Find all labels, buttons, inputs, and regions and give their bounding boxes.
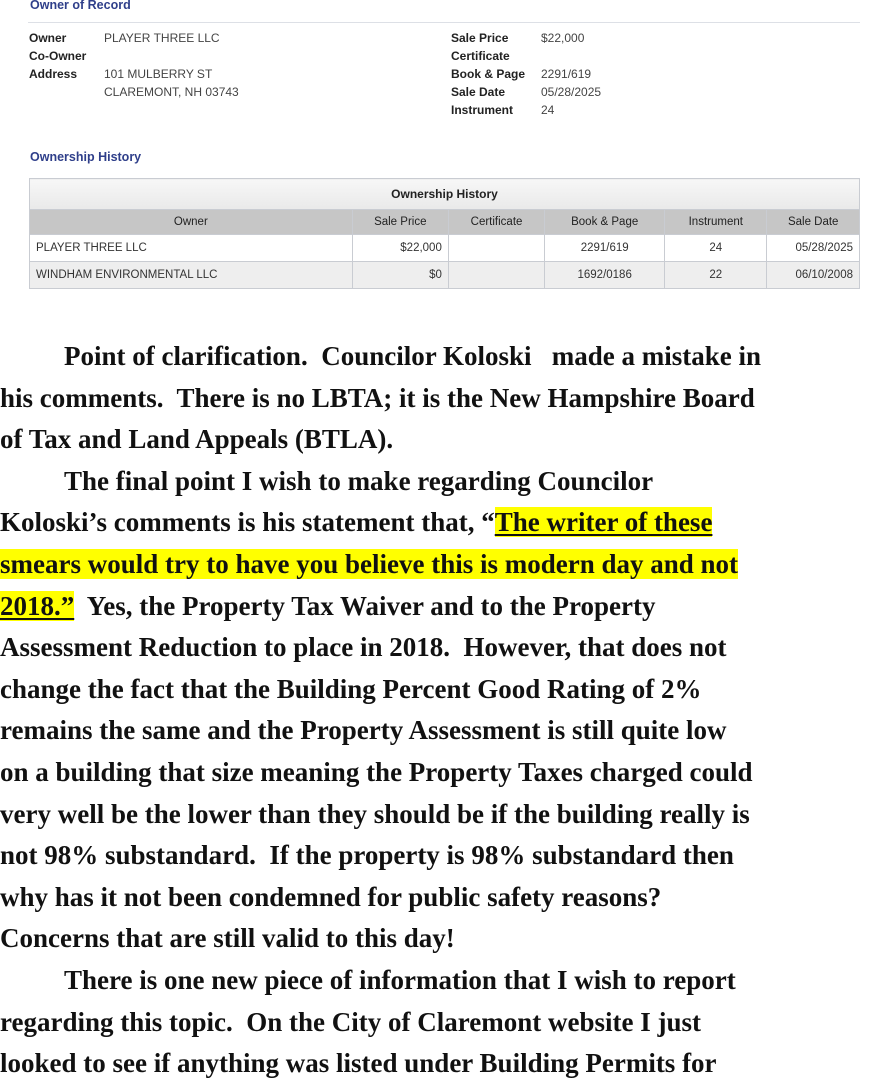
- text-line: on a building that size meaning the Property Taxes charged could: [0, 756, 753, 787]
- text-line: There is one new piece of information that I wish to report: [64, 964, 736, 995]
- sale-price-cell: $0: [352, 262, 448, 289]
- text-fragment: Koloski’s comments is his statement that,: [0, 507, 482, 538]
- table-row: [30, 262, 860, 289]
- sale-date-value: 05/28/2025: [541, 85, 602, 99]
- book-page-value: 2291/619: [541, 67, 592, 81]
- text-line: his comments. There is no LBTA; it is the New Hampshire Board: [0, 382, 755, 413]
- ownership-history-table: [29, 178, 860, 289]
- column-header-owner: Owner: [30, 210, 353, 235]
- highlighted-quote: 2018.”: [0, 590, 75, 621]
- column-header-book-page: Book & Page: [545, 210, 665, 235]
- column-header-sale-price: Sale Price: [352, 210, 448, 235]
- sale-price-value: $22,000: [541, 31, 585, 45]
- text-line: regarding this topic. On the City of Claremont website I just: [0, 1006, 701, 1037]
- owner-label: Owner: [29, 31, 67, 45]
- highlighted-quote: smears would try to have you believe this is modern day and not: [0, 548, 739, 579]
- sale-details: [451, 29, 751, 125]
- instrument-label: Instrument: [451, 103, 514, 117]
- text-line: of Tax and Land Appeals (BTLA).: [0, 424, 394, 455]
- sale-date-cell: 05/28/2025: [767, 235, 860, 262]
- instrument-cell: 22: [665, 262, 767, 289]
- text-line: Assessment Reduction to place in 2018. However, that does not: [0, 632, 727, 663]
- table-title: Ownership History: [30, 179, 860, 210]
- address-line-2: CLAREMONT, NH 03743: [104, 85, 239, 99]
- owner-cell: PLAYER THREE LLC: [30, 235, 353, 262]
- book-page-cell: 2291/619: [545, 235, 665, 262]
- co-owner-label: Co-Owner: [29, 49, 87, 63]
- sale-price-label: Sale Price: [451, 31, 509, 45]
- text-fragment: Yes, the Property Tax Waiver and to the Property: [74, 590, 656, 621]
- text-line: Point of clarification. Councilor Koloski made a mistake in: [64, 341, 761, 371]
- text-line: [0, 544, 880, 586]
- instrument-value: 24: [541, 103, 555, 117]
- text-line: [0, 502, 880, 544]
- text-line: The final point I wish to make regarding Councilor: [64, 465, 654, 496]
- owner-value: PLAYER THREE LLC: [104, 31, 220, 45]
- certificate-cell: [448, 235, 544, 262]
- table-row: [30, 235, 860, 262]
- owner-cell: WINDHAM ENVIRONMENTAL LLC: [30, 262, 353, 289]
- letter-text: [0, 336, 880, 1085]
- quote-mark: “: [481, 507, 495, 538]
- column-header-sale-date: Sale Date: [767, 210, 860, 235]
- book-page-cell: 1692/0186: [545, 262, 665, 289]
- ownership-history-title: Ownership History: [30, 150, 142, 164]
- address-line-1: 101 MULBERRY ST: [104, 67, 213, 81]
- text-line: change the fact that the Building Percent Good Rating of 2%: [0, 673, 702, 704]
- text-line: [0, 586, 880, 628]
- highlighted-quote: The writer of these: [494, 507, 713, 538]
- column-header-instrument: Instrument: [665, 210, 767, 235]
- sale-date-label: Sale Date: [451, 85, 506, 99]
- owner-of-record-title: Owner of Record: [30, 0, 131, 12]
- owner-details: [29, 29, 329, 109]
- sale-price-cell: $22,000: [352, 235, 448, 262]
- divider: [28, 22, 860, 23]
- property-record-panel: [0, 0, 880, 300]
- sale-date-cell: 06/10/2008: [767, 262, 860, 289]
- text-line: Concerns that are still valid to this day!: [0, 923, 455, 954]
- column-header-certificate: Certificate: [448, 210, 544, 235]
- text-line: looked to see if anything was listed under Building Permits for: [0, 1048, 717, 1079]
- text-line: not 98% substandard. If the property is 98% substandard then: [0, 840, 734, 871]
- text-line: why has it not been condemned for public safety reasons?: [0, 881, 662, 912]
- text-line: remains the same and the Property Assessment is still quite low: [0, 715, 727, 746]
- book-page-label: Book & Page: [451, 67, 526, 81]
- certificate-label: Certificate: [451, 49, 510, 63]
- text-line: very well be the lower than they should be if the building really is: [0, 798, 750, 829]
- certificate-cell: [448, 262, 544, 289]
- address-label: Address: [29, 67, 78, 81]
- instrument-cell: 24: [665, 235, 767, 262]
